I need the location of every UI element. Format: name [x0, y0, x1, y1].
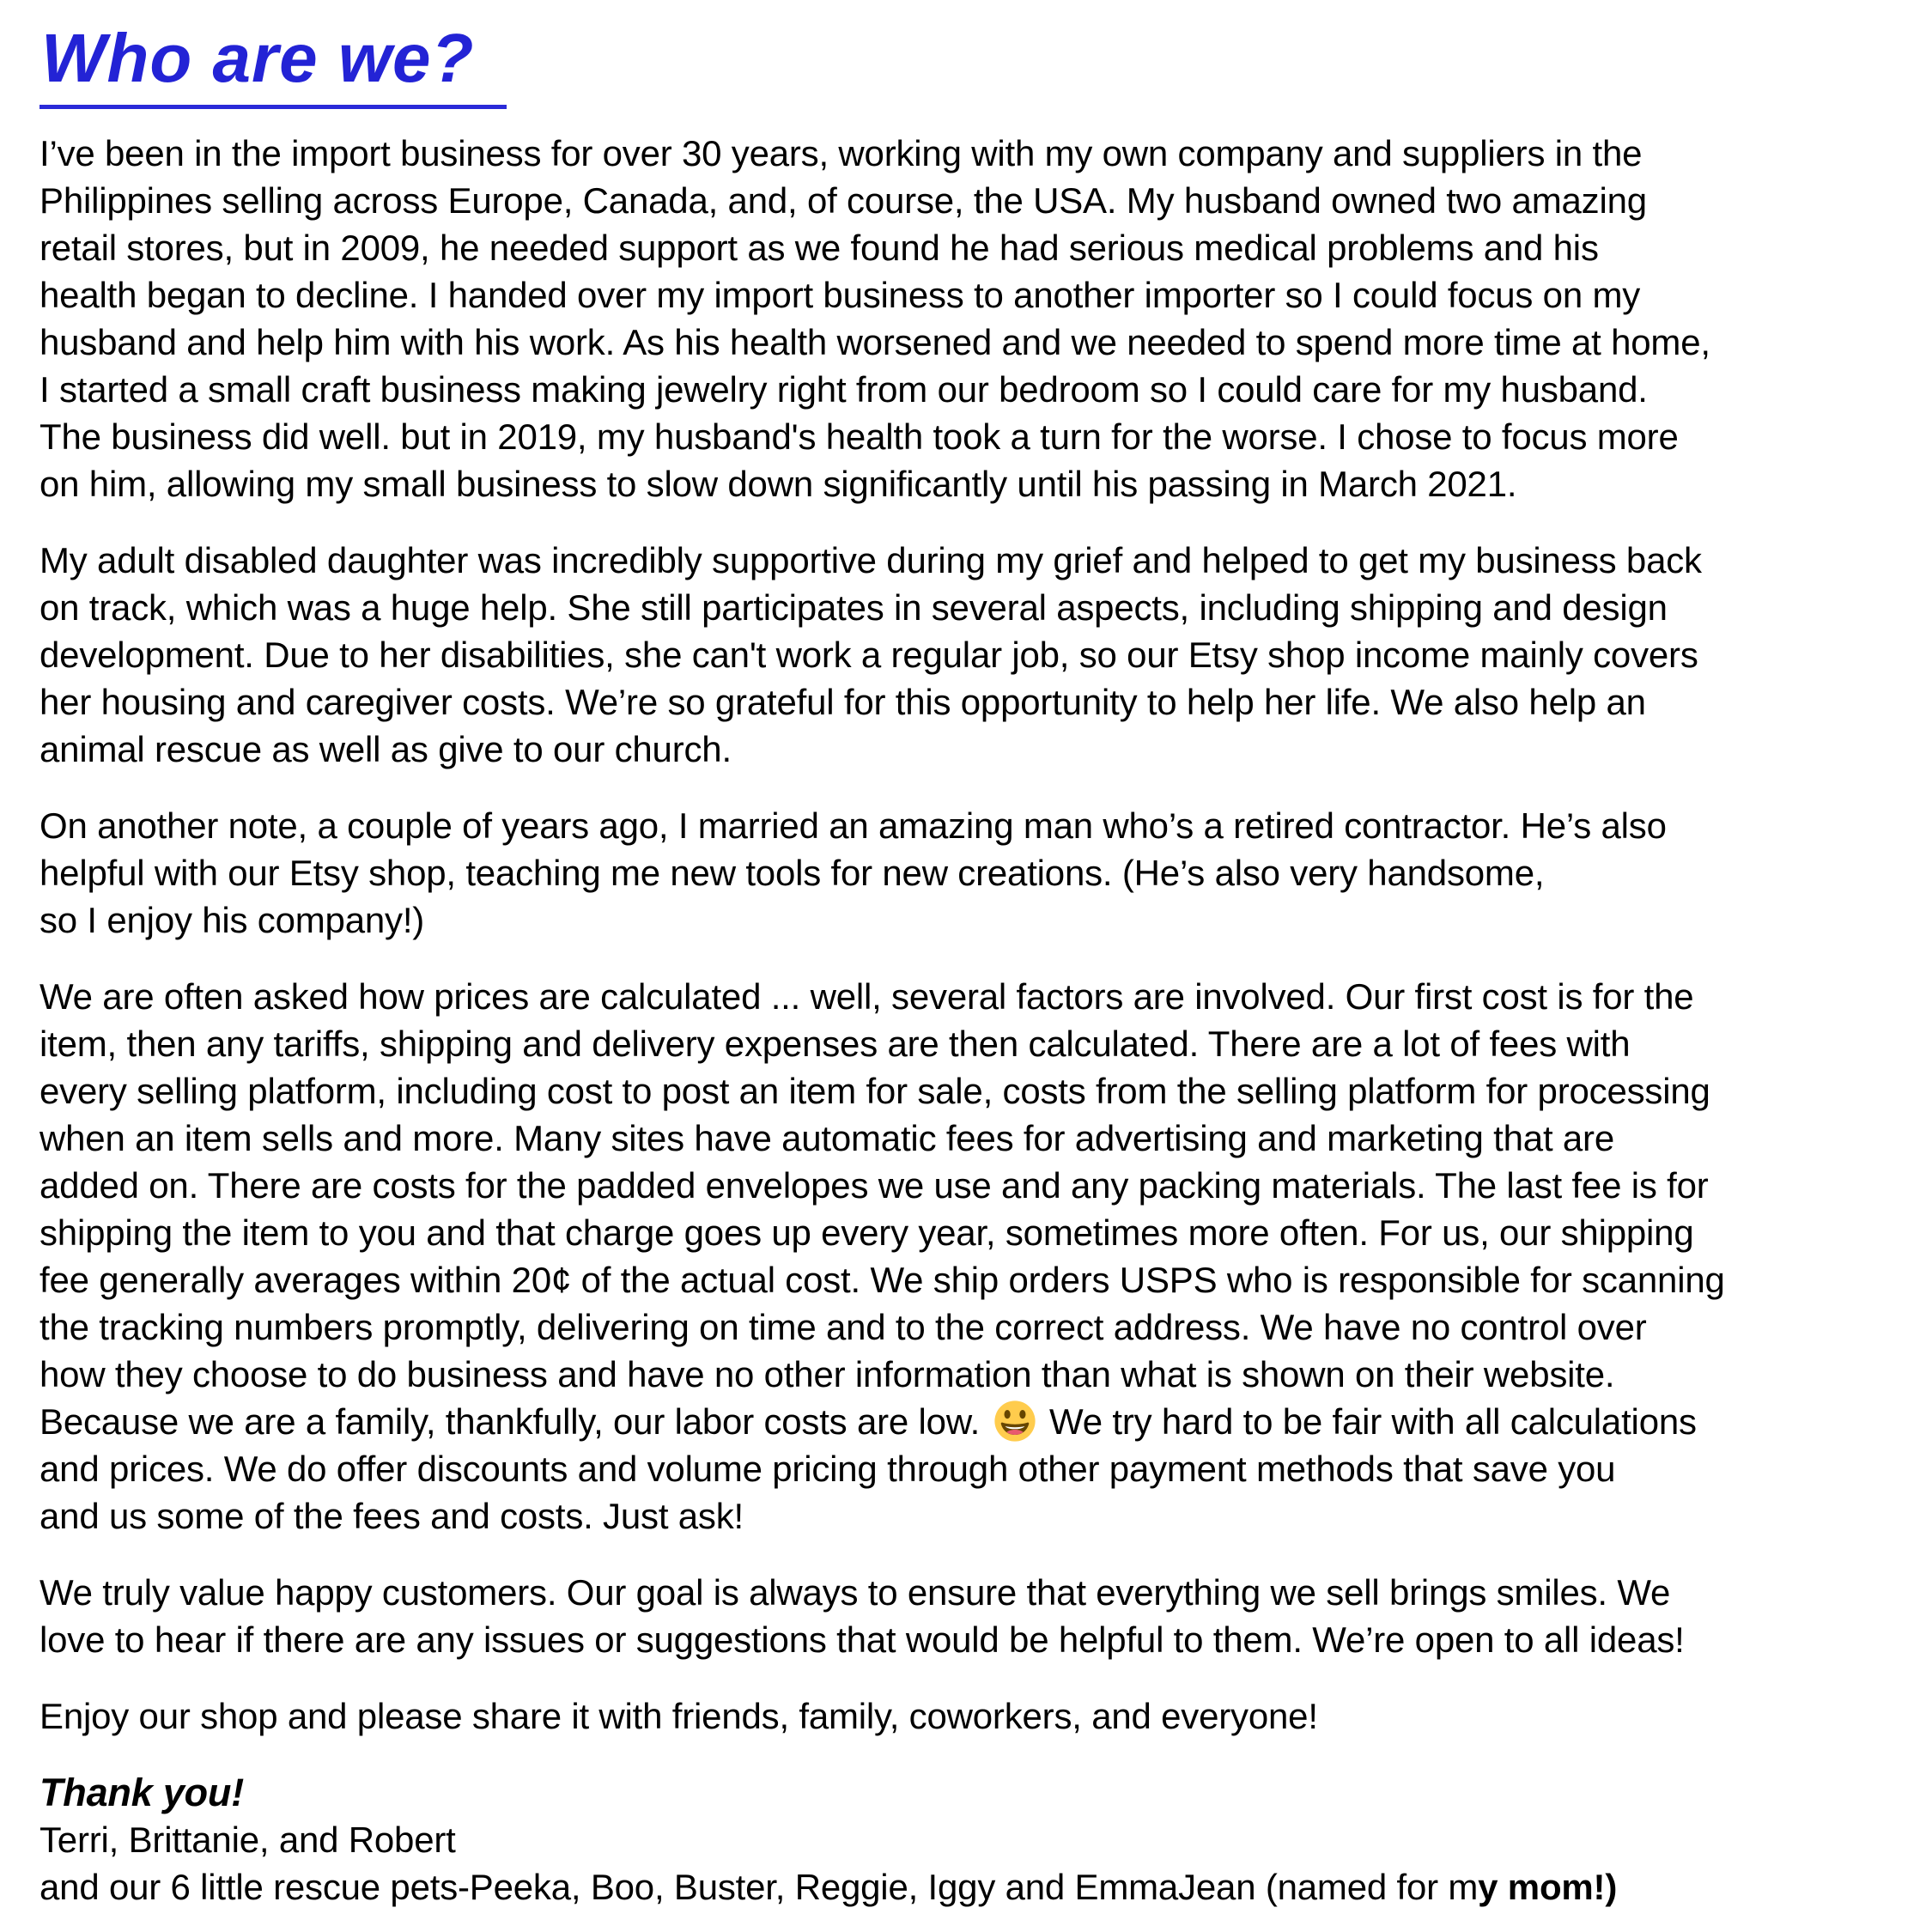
text-line: My adult disabled daughter was incredibly supportive during my grief and helped to get my business back [39, 540, 1702, 580]
text-line: item, then any tariffs, shipping and delivery expenses are then calculated. There are a lot of fees with [39, 1024, 1631, 1064]
paragraph [39, 1692, 1908, 1740]
paragraph [39, 1569, 1908, 1663]
text-segment: We try hard to be fair with all calculations [1039, 1401, 1697, 1442]
text-line: so I enjoy his company!) [39, 900, 425, 940]
text-line: I’ve been in the import business for over 30 years, working with my own company and suppliers in the [39, 133, 1643, 173]
text-segment: Because we are a family, thankfully, our labor costs are low. [39, 1401, 990, 1442]
signature-thank-you: Thank you! [39, 1771, 245, 1814]
text-line: love to hear if there are any issues or suggestions that would be helpful to them. We’re open to all ideas! [39, 1619, 1685, 1660]
text-segment: and our 6 little rescue pets-Peeka, Boo, Buster, Reggie, Iggy and EmmaJean (named for m [39, 1867, 1479, 1907]
paragraph [39, 537, 1908, 773]
text-line: how they choose to do business and have no other information than what is shown on their website. [39, 1354, 1615, 1394]
text-line: retail stores, but in 2009, he needed support as we found he had serious medical problems and his [39, 228, 1599, 268]
text-line: development. Due to her disabilities, she can't work a regular job, so our Etsy shop income mainly covers [39, 635, 1698, 675]
text-line: shipping the item to you and that charge goes up every year, sometimes more often. For us, our shipping [39, 1212, 1694, 1253]
paragraph [39, 802, 1908, 944]
text-line: I started a small craft business making jewelry right from our bedroom so I could care for my husband. [39, 369, 1648, 410]
grinning-face-icon [993, 1400, 1036, 1443]
text-line: We truly value happy customers. Our goal is always to ensure that everything we sell brings smiles. We [39, 1572, 1671, 1613]
text-line: added on. There are costs for the padded envelopes we use and any packing materials. The last fee is for [39, 1165, 1709, 1206]
text-line: on him, allowing my small business to slow down significantly until his passing in March 2021. [39, 464, 1517, 504]
paragraphs [39, 130, 1908, 1740]
signature-block [39, 1769, 1908, 1911]
signature-pets-container [39, 1863, 1908, 1911]
page-title-text: Who are we? [41, 20, 475, 96]
text-line: health began to decline. I handed over my import business to another importer so I could focus on my [39, 275, 1641, 315]
paragraph [39, 130, 1908, 507]
text-line: We are often asked how prices are calculated ... well, several factors are involved. Our first cost is for the [39, 976, 1694, 1017]
signature-names: Terri, Brittanie, and Robert [39, 1820, 456, 1860]
page-title [39, 22, 507, 109]
text-line: when an item sells and more. Many sites have automatic fees for advertising and marketing that are [39, 1118, 1614, 1158]
text-line: helpful with our Etsy shop, teaching me new tools for new creations. (He’s also very handsome, [39, 853, 1545, 893]
text-line: and us some of the fees and costs. Just ask! [39, 1496, 744, 1536]
paragraph [39, 973, 1908, 1540]
text-line: her housing and caregiver costs. We’re so grateful for this opportunity to help her life. We also help an [39, 682, 1646, 722]
text-line: on track, which was a huge help. She still participates in several aspects, including shipping and design [39, 587, 1668, 628]
text-line: The business did well. but in 2019, my husband's health took a turn for the worse. I chose to focus more [39, 416, 1679, 457]
text-line [39, 1863, 1908, 1911]
text-line: Philippines selling across Europe, Canada, and, of course, the USA. My husband owned two amazing [39, 180, 1647, 221]
text-line: Enjoy our shop and please share it with friends, family, coworkers, and everyone! [39, 1696, 1318, 1736]
text-line: fee generally averages within 20¢ of the actual cost. We ship orders USPS who is responsible for scanning [39, 1260, 1725, 1300]
text-line: every selling platform, including cost to post an item for sale, costs from the selling platform for processing [39, 1071, 1710, 1111]
text-line [39, 1398, 1908, 1445]
text-line: the tracking numbers promptly, delivering on time and to the correct address. We have no control over [39, 1307, 1647, 1347]
text-segment: y mom!) [1478, 1867, 1618, 1907]
text-line: animal rescue as well as give to our church. [39, 729, 732, 769]
text-line: On another note, a couple of years ago, I married an amazing man who’s a retired contractor. He’s also [39, 805, 1667, 846]
text-line: and prices. We do offer discounts and volume pricing through other payment methods that save you [39, 1449, 1616, 1489]
text-line: husband and help him with his work. As his health worsened and we needed to spend more time at home, [39, 322, 1710, 362]
